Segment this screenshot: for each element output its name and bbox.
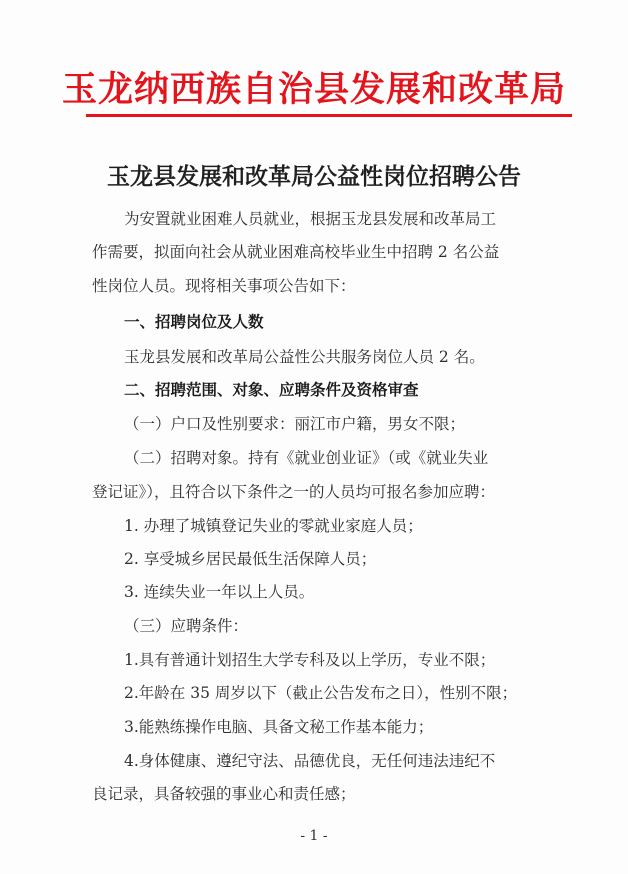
paragraph-line: 为安置就业困难人员就业，根据玉龙县发展和改革局工	[124, 210, 497, 228]
paragraph-line: 良记录，具备较强的事业心和责任感；	[92, 785, 356, 803]
list-item: 1.具有普通计划招生大学专科及以上学历，专业不限；	[124, 651, 496, 669]
paragraph-line: （二）招聘对象。持有《就业创业证》（或《就业失业	[124, 449, 489, 467]
list-item: 4.身体健康、遵纪守法、品德优良，无任何违法违纪不	[124, 752, 496, 770]
list-item: 2. 享受城乡居民最低生活保障人员；	[124, 550, 377, 568]
paragraph-line: 玉龙县发展和改革局公益性公共服务岗位人员 2 名。	[124, 348, 485, 366]
page-number: - 1 -	[300, 828, 328, 844]
letterhead-rule	[86, 114, 572, 117]
section-heading: 二、招聘范围、对象、应聘条件及资格审查	[124, 381, 419, 399]
list-item: 1. 办理了城镇登记失业的零就业家庭人员；	[124, 517, 423, 535]
section-heading: 一、招聘岗位及人数	[124, 313, 264, 331]
list-item: 3.能熟练操作电脑、具备文秘工作基本能力；	[124, 718, 434, 736]
document-title: 玉龙县发展和改革局公益性岗位招聘公告	[107, 163, 521, 190]
paragraph-line: 性岗位人员。现将相关事项公告如下：	[92, 277, 356, 295]
list-item: 3. 连续失业一年以上人员。	[124, 583, 315, 601]
paragraph-line: 登记证》），且符合以下条件之一的人员均可报名参加应聘：	[92, 483, 496, 501]
paragraph-line: 作需要，拟面向社会从就业困难高校毕业生中招聘 2 名公益	[92, 243, 500, 261]
list-item: 2.年龄在 35 周岁以下（截止公告发布之日），性别不限；	[124, 684, 518, 702]
paragraph-line: （一）户口及性别要求：丽江市户籍，男女不限；	[124, 415, 466, 433]
subsection-heading: （三）应聘条件：	[124, 617, 249, 635]
organization-letterhead: 玉龙纳西族自治县发展和改革局	[61, 69, 566, 110]
